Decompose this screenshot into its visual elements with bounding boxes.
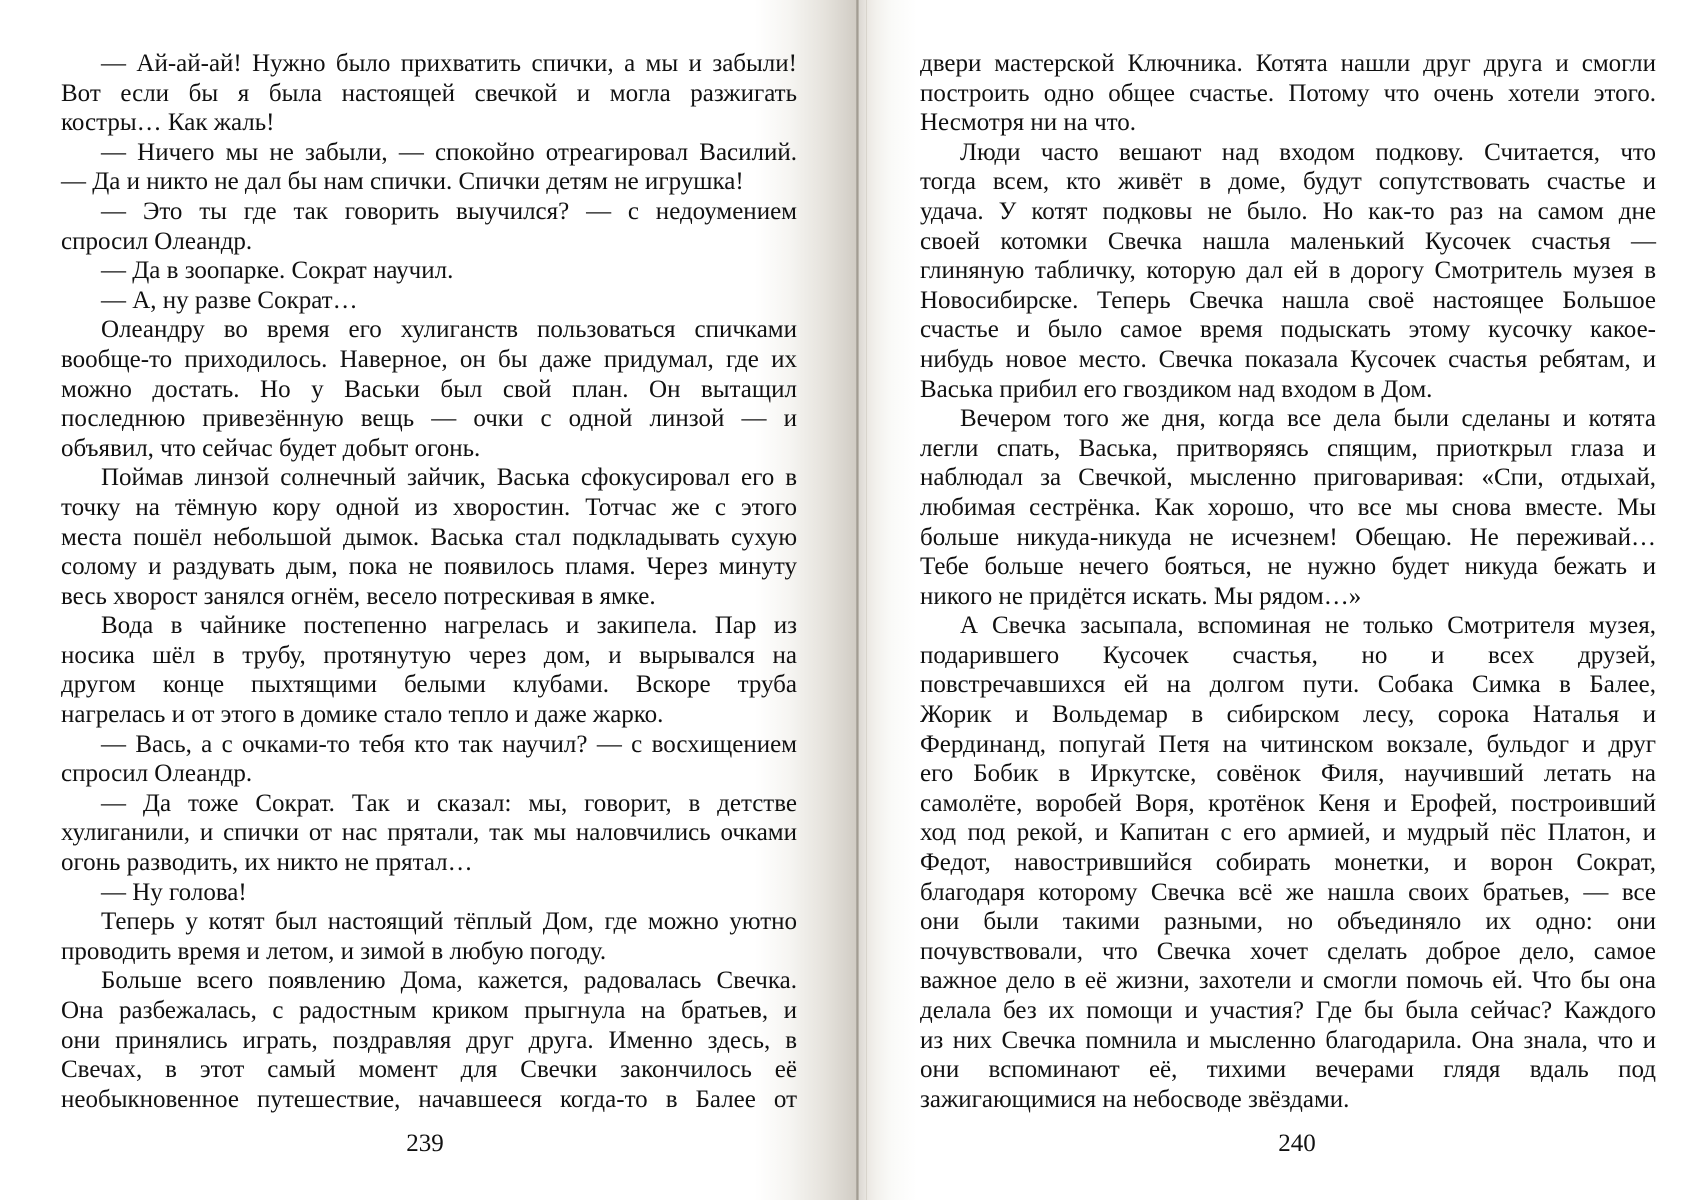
text-line: хулиганили, и спички от нас прятали, так мы наловчились очками: [61, 819, 797, 847]
text-line: — Ай-ай-ай! Нужно было прихватить спички, а мы и забыли!: [101, 50, 797, 77]
text-line: спросил Олеандр.: [61, 227, 253, 255]
text-line: ход под рекой, и Капитан с его армией, и мудрый пёс Платон, и: [920, 819, 1656, 847]
text-line: любимая сестрёнка. Как хорошо, что все мы снова вместе. Мы: [920, 493, 1656, 521]
text-line: Вода в чайнике постепенно нагрелась и закипела. Пар из: [101, 612, 797, 640]
text-line: необыкновенное путешествие, начавшееся когда-то в Балее от: [61, 1085, 797, 1113]
text-line: важное дело в её жизни, захотели и смогли помочь ей. Что бы она: [920, 967, 1656, 995]
text-line: А Свечка засыпала, вспоминая не только Смотрителя музея,: [960, 612, 1656, 640]
text-line: другом конце пыхтящими белыми клубами. Вскоре труба: [61, 671, 797, 699]
right-page-text: [920, 49, 1656, 1114]
text-line: построить одно общее счастье. Потому что очень хотели этого.: [920, 79, 1656, 107]
text-line: Теперь у котят был настоящий тёплый Дом, где можно уютно: [101, 908, 797, 936]
text-line: можно достать. Но у Васьки был свой план. Он вытащил: [61, 375, 797, 403]
text-line: костры… Как жаль!: [61, 109, 275, 137]
right-page: [858, 0, 1700, 1200]
text-line: тогда всем, кто живёт в доме, будут сопутствовать счастье и: [920, 168, 1656, 196]
text-line: — Да тоже Сократ. Так и сказал: мы, говорит, в детстве: [101, 789, 797, 817]
text-line: они принялись играть, поздравляя друг друга. Именно здесь, в: [61, 1026, 797, 1054]
right-page-number: 240: [1278, 1130, 1316, 1157]
book-gutter: [856, 0, 859, 1200]
text-line: Жорик и Вольдемар в сибирском лесу, сорока Наталья и: [920, 701, 1656, 729]
text-line: Вечером того же дня, когда все дела были сделаны и котята: [960, 405, 1656, 433]
text-line: Фердинанд, попугай Петя на читинском вокзале, бульдог и друг: [920, 730, 1656, 758]
text-line: нибудь новое место. Свечка показала Кусочек счастья ребятам, и: [920, 345, 1656, 373]
book-gutter-edge: [866, 0, 867, 1200]
text-line: они были такими разными, но объединяло их одно: они: [920, 908, 1656, 936]
text-line: нагрелась и от этого в домике стало тепло и даже жарко.: [61, 701, 664, 729]
text-line: они вспоминают её, тихими вечерами глядя вдаль под: [920, 1056, 1656, 1084]
text-line: делала без их помощи и участия? Где бы была сейчас? Каждого: [920, 997, 1656, 1024]
text-line: — Да в зоопарке. Сократ научил.: [101, 257, 454, 285]
text-line: больше никуда-никуда не исчезнем! Обещаю. Не переживай…: [920, 523, 1656, 551]
text-line: — Это ты где так говорить выучился? — с недоумением: [101, 197, 797, 225]
text-line: удача. У котят подковы не было. Но как-то раз на самом дне: [920, 197, 1656, 225]
text-line: двери мастерской Ключника. Котята нашли друг друга и смогли: [920, 50, 1656, 77]
text-line: спросил Олеандр.: [61, 760, 253, 788]
text-line: Тебе больше нечего бояться, не нужно будет никуда бежать и: [920, 553, 1656, 581]
text-line: — А, ну разве Сократ…: [101, 286, 358, 314]
text-line: его Бобик в Иркутске, совёнок Филя, научивший летать на: [920, 760, 1656, 788]
text-line: Новосибирске. Теперь Свечка нашла своё настоящее Большое: [920, 286, 1656, 314]
text-line: легли спать, Васька, притворяясь спящим, приоткрыл глаза и: [920, 434, 1656, 462]
text-line: Федот, навострившийся собирать монетки, и ворон Сократ,: [920, 849, 1656, 877]
text-line: никого не придётся искать. Мы рядом…»: [920, 582, 1362, 610]
text-line: Люди часто вешают над входом подкову. Считается, что: [960, 138, 1656, 166]
text-line: — Вась, а с очками-то тебя кто так научил? — с восхищением: [101, 730, 797, 758]
text-line: благодаря которому Свечка всё же нашла своих братьев, — все: [920, 878, 1656, 906]
text-line: счастье и было самое время подыскать этому кусочку какое-: [920, 316, 1656, 344]
text-line: наблюдал за Свечкой, мысленно приговаривая: «Спи, отдыхай,: [920, 464, 1656, 492]
text-line: проводить время и летом, и зимой в любую погоду.: [61, 937, 607, 965]
text-line: самолёте, воробей Воря, кротёнок Кеня и Ерофей, построивший: [920, 789, 1656, 817]
text-line: последнюю привезённую вещь — очки с одной линзой — и: [61, 405, 797, 433]
text-line: своей котомки Свечка нашла маленький Кусочек счастья —: [920, 227, 1656, 255]
text-line: объявил, что сейчас будет добыт огонь.: [61, 434, 481, 462]
text-line: — Да и никто не дал бы нам спички. Спички детям не игрушка!: [61, 168, 744, 196]
text-line: из них Свечка помнила и мысленно благодарила. Она знала, что и: [920, 1026, 1656, 1054]
text-line: глиняную табличку, которую дал ей в дорогу Смотритель музея в: [920, 257, 1656, 285]
text-line: почувствовали, что Свечка хочет сделать доброе дело, самое: [920, 937, 1656, 965]
text-line: места пошёл небольшой дымок. Васька стал подкладывать сухую: [61, 523, 797, 551]
text-line: зажигающимися на небосводе звёздами.: [920, 1085, 1350, 1113]
text-line: Васька прибил его гвоздиком над входом в Дом.: [920, 375, 1433, 403]
text-line: Она разбежалась, с радостным криком прыгнула на братьев, и: [61, 997, 797, 1024]
text-line: — Ну голова!: [101, 878, 247, 906]
text-line: Олеандру во время его хулиганств пользоваться спичками: [101, 316, 797, 344]
text-line: повстречавшихся ей на долгом пути. Собака Симка в Балее,: [920, 671, 1656, 699]
left-page-text: [61, 49, 797, 1114]
text-line: огонь разводить, их никто не прятал…: [61, 849, 473, 877]
text-line: Больше всего появлению Дома, кажется, радовалась Свечка.: [101, 967, 797, 995]
text-line: солому и раздувать дым, пока не появилось пламя. Через минуту: [61, 553, 797, 581]
text-line: — Ничего мы не забыли, — спокойно отреагировал Василий.: [101, 138, 797, 166]
text-line: носика шёл в трубу, протянутую через дом, и вырывался на: [61, 641, 797, 669]
text-line: Свечах, в этот самый момент для Свечки закончилось её: [61, 1056, 797, 1084]
left-page-number: 239: [406, 1130, 444, 1157]
text-line: вообще-то приходилось. Наверное, он бы даже придумал, где их: [61, 345, 797, 373]
text-line: Несмотря ни на что.: [920, 109, 1136, 137]
text-line: весь хворост занялся огнём, весело потрескивая в ямке.: [61, 582, 656, 610]
text-line: Вот если бы я была настоящей свечкой и могла разжигать: [61, 79, 797, 107]
text-line: точку на тёмную кору одной из хворостин. Тотчас же с этого: [61, 493, 797, 521]
text-line: подарившего Кусочек счастья, но и всех друзей,: [920, 641, 1656, 669]
text-line: Поймав линзой солнечный зайчик, Васька сфокусировал его в: [101, 464, 797, 492]
